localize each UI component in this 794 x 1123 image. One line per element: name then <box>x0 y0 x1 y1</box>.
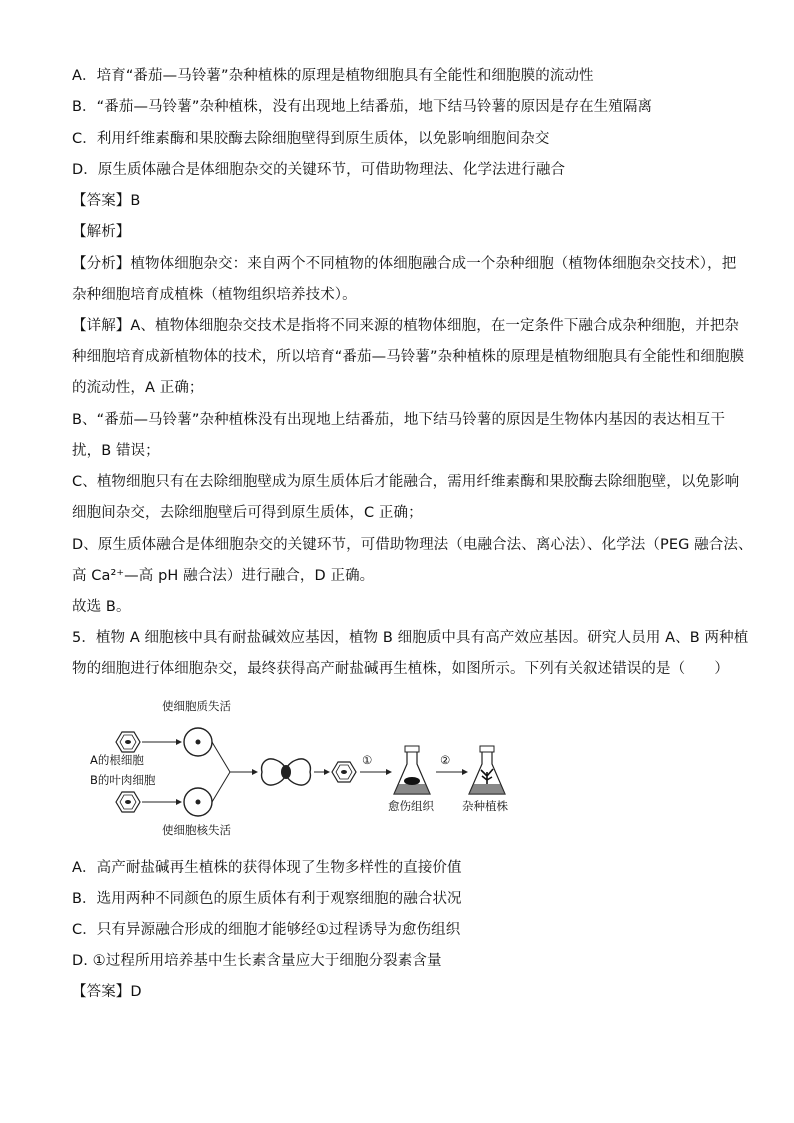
q4-detail-line-4: B、“番茄—马铃薯”杂种植株没有出现地上结番茄，地下结马铃薯的原因是生物体内基因的表达相互干 <box>72 412 726 428</box>
q4-detail-line-3: 的流动性，A 正确； <box>72 380 204 396</box>
label-nucleus-inactivated: 使细胞核失活 <box>162 823 231 837</box>
q4-detail-line-8: D、原生质体融合是体细胞杂交的关键环节，可借助物理法（电融合法、离心法）、化学法（PEG 融合法、 <box>72 537 753 553</box>
q4-option-b: B．“番茄—马铃薯”杂种植株，没有出现地上结番茄，地下结马铃薯的原因是存在生殖隔离 <box>72 99 653 115</box>
q4-detail-line-9: 高 Ca²⁺—高 pH 融合法）进行融合，D 正确。 <box>72 568 375 584</box>
q4-option-d: D．原生质体融合是体细胞杂交的关键环节，可借助物理法、化学法进行融合 <box>72 162 566 178</box>
cell-fusion-diagram <box>90 692 520 844</box>
q4-detail-line-7: 细胞间杂交，去除细胞壁后可得到原生质体，C 正确； <box>72 505 423 521</box>
flask-hybrid-plant-icon <box>469 746 505 794</box>
a-root-cell-icon <box>116 732 140 752</box>
arrow-b-to-protoplast <box>142 799 182 805</box>
q4-detail-line-6: C、植物细胞只有在去除细胞壁成为原生质体后才能融合，需用纤维素酶和果胶酶去除细胞壁，以免影响 <box>72 474 740 490</box>
protoplast-b-icon <box>184 788 212 816</box>
q4-conclusion: 故选 B。 <box>72 599 131 615</box>
q5-stem-line-1: 5．植物 A 细胞核中具有耐盐碱效应基因，植物 B 细胞质中具有高产效应基因。研究人员用 A、B 两种植 <box>72 630 749 646</box>
q4-detail-line-1: 【详解】A、植物体细胞杂交技术是指将不同来源的植物体细胞，在一定条件下融合成杂种细胞，并把杂 <box>72 318 740 334</box>
fused-cell-icon <box>262 759 311 785</box>
b-mesophyll-cell-icon <box>116 792 140 812</box>
q4-answer: 【答案】B <box>72 193 141 209</box>
flask-callus-icon <box>394 746 430 794</box>
q5-stem-line-2: 物的细胞进行体细胞杂交，最终获得高产耐盐碱再生植株，如图所示。下列有关叙述错误的是（ ） <box>72 661 729 677</box>
q5-answer: 【答案】D <box>72 984 142 1000</box>
q4-option-c: C．利用纤维素酶和果胶酶去除细胞壁得到原生质体，以免影响细胞间杂交 <box>72 131 550 147</box>
protoplast-a-icon <box>184 728 212 756</box>
label-hybrid-plant: 杂种植株 <box>462 799 508 813</box>
label-callus: 愈伤组织 <box>388 799 434 813</box>
q4-detail-line-2: 种细胞培育成新植物体的技术，所以培育“番茄—马铃薯”杂种植株的原理是植物细胞具有全能性和细胞膜 <box>72 349 745 365</box>
fusion-converging-lines <box>212 742 258 802</box>
q4-analysis-line-2: 杂种细胞培育成植株（植物组织培养技术）。 <box>72 287 357 303</box>
q5-option-a: A．高产耐盐碱再生植株的获得体现了生物多样性的直接价值 <box>72 860 462 876</box>
label-b-mesophyll-cell: B的叶肉细胞 <box>90 773 156 787</box>
q4-analysis-heading: 【解析】 <box>72 224 131 240</box>
arrow-step-1 <box>360 769 392 775</box>
step-1-label: ① <box>362 753 373 767</box>
arrow-to-hybrid-cell <box>314 769 330 775</box>
q4-detail-line-5: 扰，B 错误； <box>72 443 160 459</box>
step-2-label: ② <box>440 753 451 767</box>
arrow-step-2 <box>436 769 468 775</box>
arrow-a-to-protoplast <box>142 739 182 745</box>
label-a-root-cell: A的根细胞 <box>90 753 144 767</box>
q5-option-b: B．选用两种不同颜色的原生质体有利于观察细胞的融合状况 <box>72 891 462 907</box>
q4-analysis-line-1: 【分析】植物体细胞杂交：来自两个不同植物的体细胞融合成一个杂种细胞（植物体细胞杂交技术），把 <box>72 256 737 272</box>
label-cytoplasm-inactivated: 使细胞质失活 <box>162 699 231 713</box>
q4-option-a: A．培育“番茄—马铃薯”杂种植株的原理是植物细胞具有全能性和细胞膜的流动性 <box>72 68 594 84</box>
q5-option-d: D. ①过程所用培养基中生长素含量应大于细胞分裂素含量 <box>72 953 442 969</box>
q5-option-c: C．只有异源融合形成的细胞才能够经①过程诱导为愈伤组织 <box>72 922 461 938</box>
hybrid-cell-icon <box>332 762 356 782</box>
